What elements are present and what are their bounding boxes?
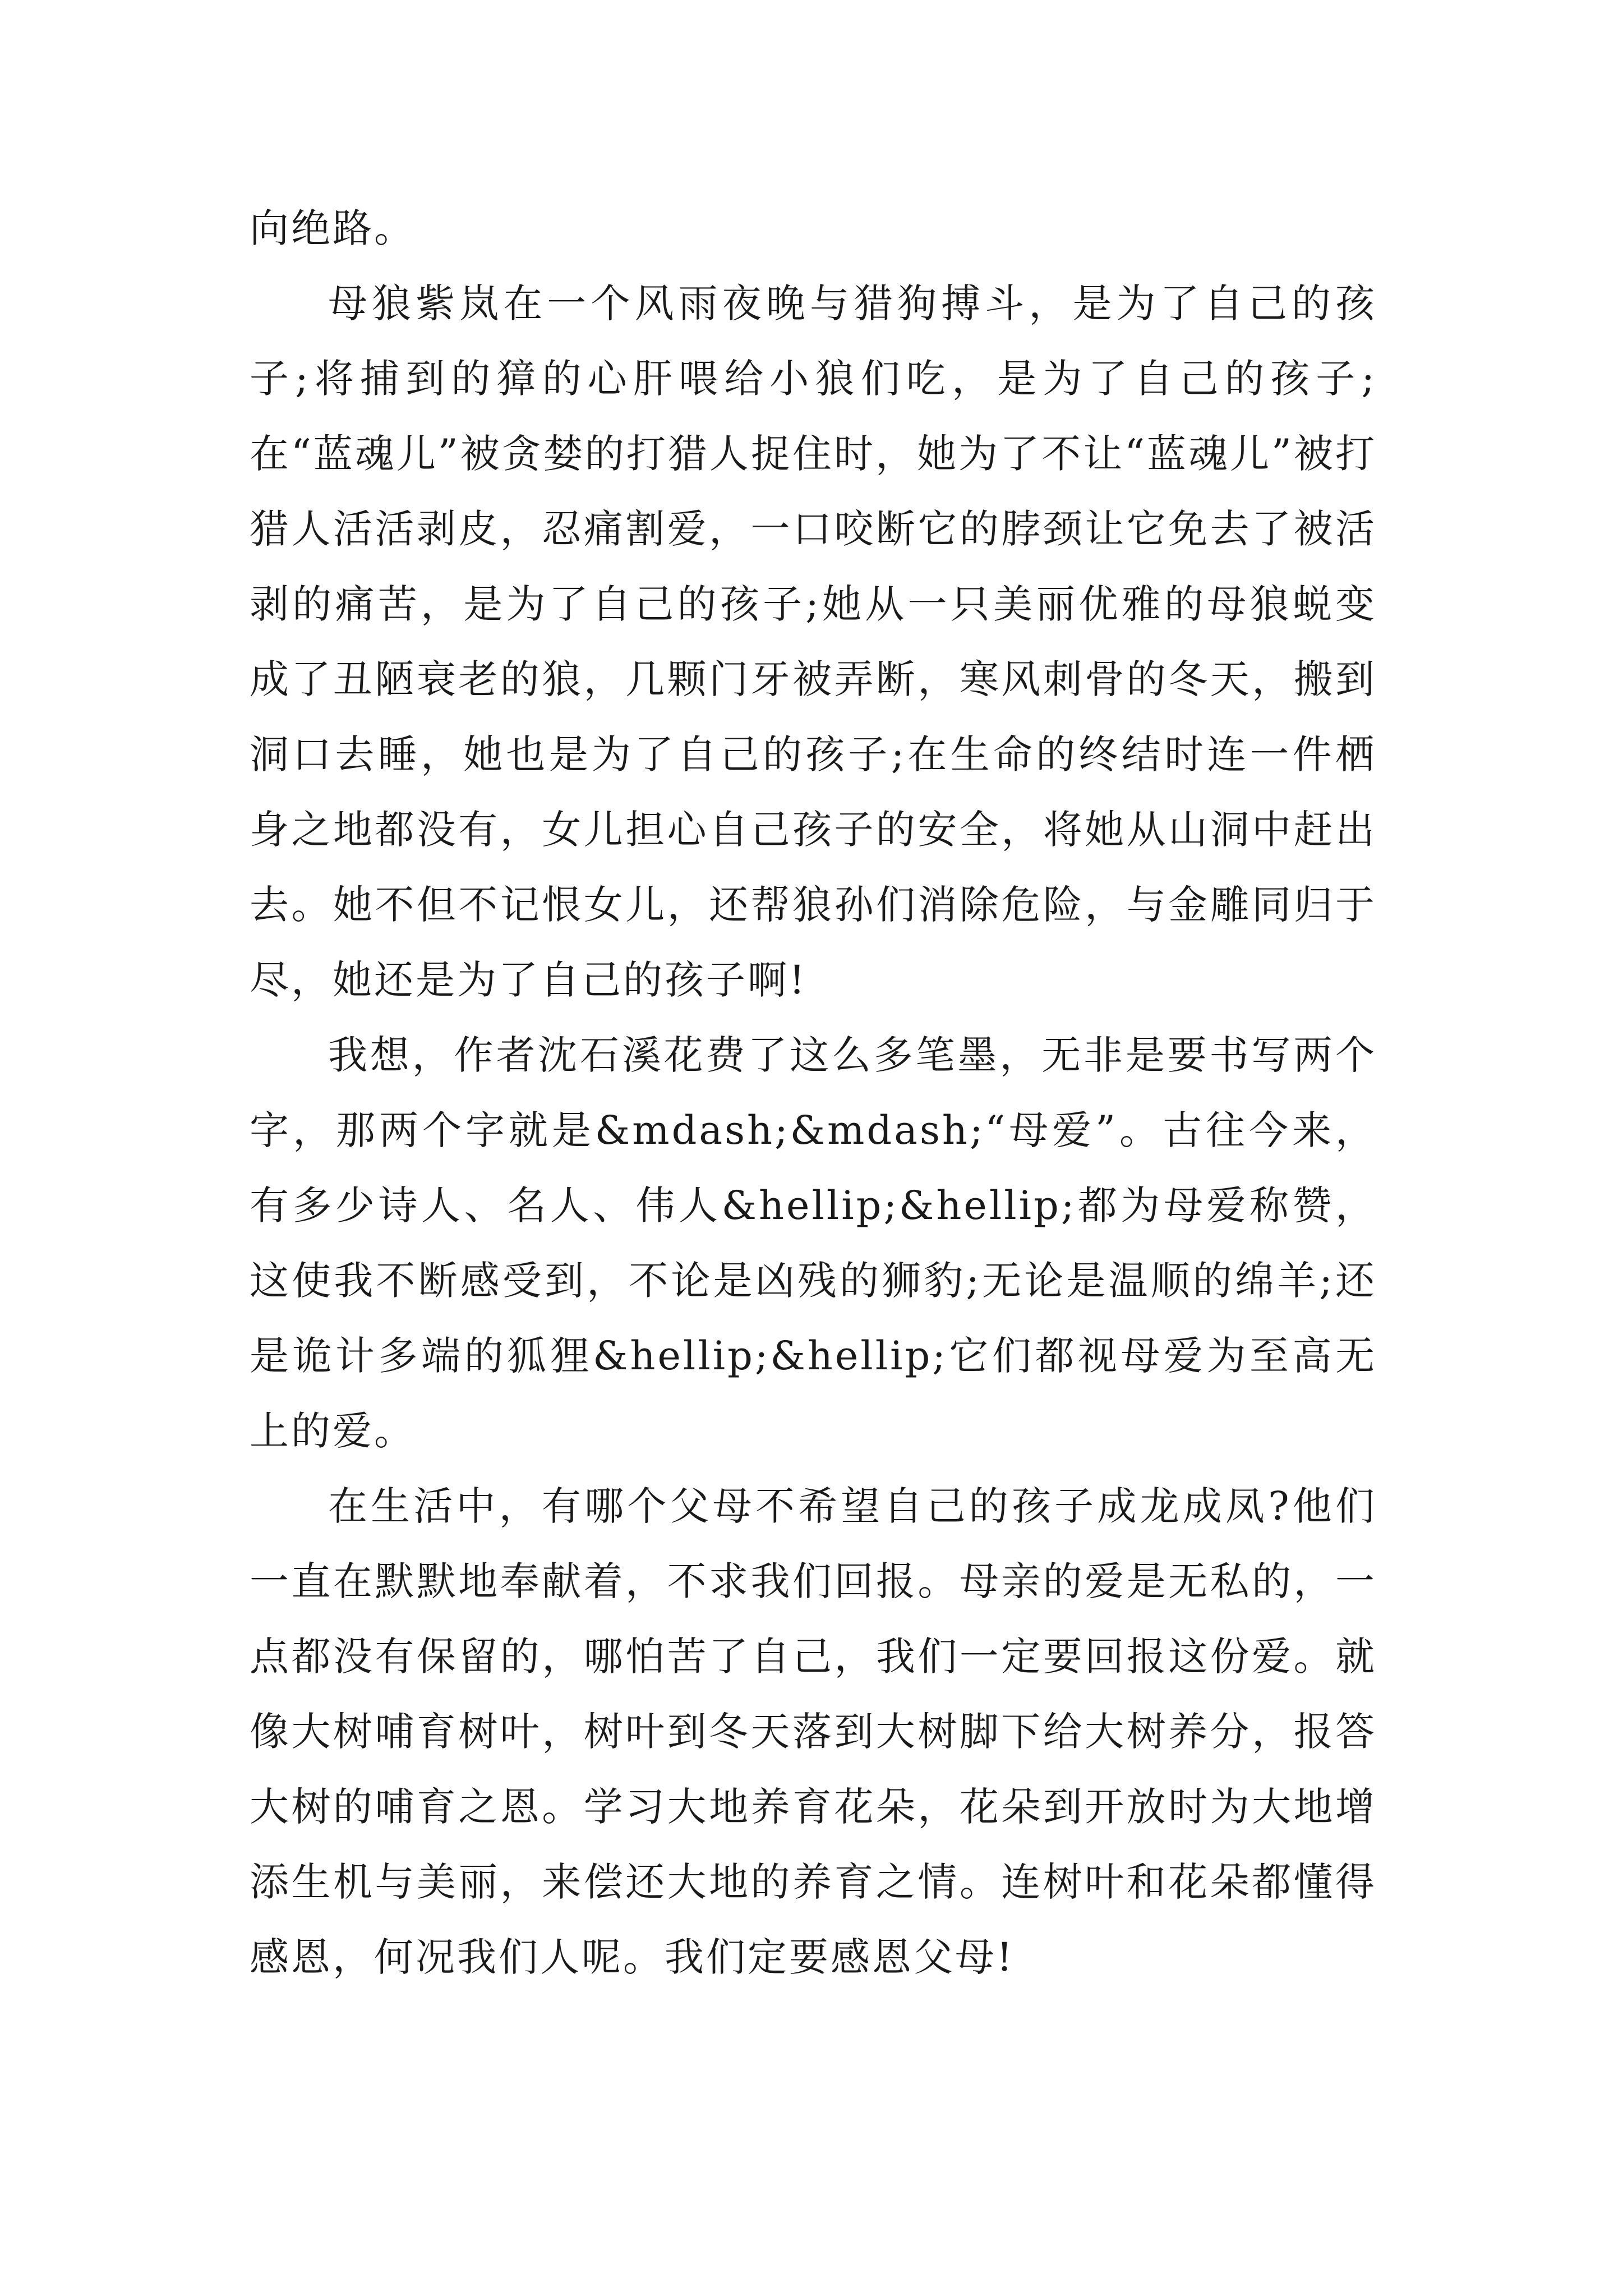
paragraph-mother-love: 我想，作者沈石溪花费了这么多笔墨，无非是要书写两个字，那两个字就是&mdash;&mdash;“母爱”。古往今来，有多少诗人、名人、伟人&hellip;&hellip;都为母爱称赞，这使我不断感受到，不论是凶残的狮豹;无论是温顺的绵羊;还是诡计多端的狐狸&hellip;&hellip;它们都视母爱为至高无上的爱。	[250, 1032, 1377, 1454]
paragraph-continuation: 向绝路。	[250, 205, 416, 251]
paragraph-gratitude: 在生活中，有哪个父母不希望自己的孩子成龙成凤?他们一直在默默地奉献着，不求我们回报。母亲的爱是无私的，一点都没有保留的，哪怕苦了自己，我们一定要回报这份爱。就像大树哺育树叶，树叶到冬天落到大树脚下给大树养分，报答大树的哺育之恩。学习大地养育花朵，花朵到开放时为大地增添生机与美丽，来偿还大地的养育之情。连树叶和花朵都懂得感恩，何况我们人呢。我们定要感恩父母!	[250, 1483, 1377, 1980]
document-body	[250, 191, 1377, 1995]
paragraph-mother-wolf: 母狼紫岚在一个风雨夜晚与猎狗搏斗，是为了自己的孩子;将捕到的獐的心肝喂给小狼们吃，是为了自己的孩子;在“蓝魂儿”被贪婪的打猎人捉住时，她为了不让“蓝魂儿”被打猎人活活剥皮，忍痛割爱，一口咬断它的脖颈让它免去了被活剥的痛苦，是为了自己的孩子;她从一只美丽优雅的母狼蜕变成了丑陋衰老的狼，几颗门牙被弄断，寒风刺骨的冬天，搬到洞口去睡，她也是为了自己的孩子;在生命的终结时连一件栖身之地都没有，女儿担心自己孩子的安全，将她从山洞中赶出去。她不但不记恨女儿，还帮狼孙们消除危险，与金雕同归于尽，她还是为了自己的孩子啊!	[250, 280, 1377, 1003]
